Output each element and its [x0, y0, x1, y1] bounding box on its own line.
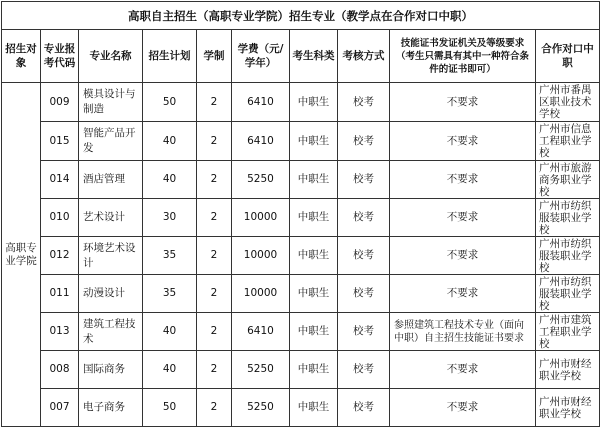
fee-cell: 5250: [232, 161, 290, 199]
table-row: [2, 275, 600, 313]
plan-cell: 40: [143, 161, 197, 199]
fee-cell: 6410: [232, 83, 290, 122]
years-cell: 2: [197, 122, 232, 161]
subject-cell: 中职生: [290, 83, 338, 122]
subject-cell: 中职生: [290, 351, 338, 389]
header-subject: 考生科类: [290, 30, 338, 83]
requirement-cell: 不要求: [390, 161, 536, 199]
code-cell: 014: [41, 161, 79, 199]
exam-cell: 校考: [338, 122, 390, 161]
years-cell: 2: [197, 313, 232, 351]
subject-cell: 中职生: [290, 389, 338, 427]
major-name-cell: 环境艺术设计: [79, 237, 143, 275]
code-cell: 008: [41, 351, 79, 389]
header-code: 专业报考代码: [41, 30, 79, 83]
plan-cell: 40: [143, 313, 197, 351]
fee-cell: 10000: [232, 199, 290, 237]
partner-school-cell: 广州市纺织服装职业学校: [536, 199, 600, 237]
partner-school-cell: 广州市信息工程职业学校: [536, 122, 600, 161]
target-cell: 高职专业学院: [2, 83, 41, 427]
partner-school-cell: 广州市纺织服装职业学校: [536, 237, 600, 275]
admissions-sheet: [1, 1, 599, 431]
header-years: 学制: [197, 30, 232, 83]
plan-cell: 50: [143, 389, 197, 427]
table-row: [2, 313, 600, 351]
major-name-cell: 艺术设计: [79, 199, 143, 237]
plan-cell: 30: [143, 199, 197, 237]
table-row: [2, 122, 600, 161]
fee-cell: 6410: [232, 122, 290, 161]
table-row: [2, 389, 600, 427]
table-row: [2, 351, 600, 389]
plan-cell: 40: [143, 351, 197, 389]
header-partner: 合作对口中职: [536, 30, 600, 83]
exam-cell: 校考: [338, 237, 390, 275]
fee-cell: 10000: [232, 275, 290, 313]
table-row: [2, 199, 600, 237]
header-name: 专业名称: [79, 30, 143, 83]
fee-cell: 6410: [232, 313, 290, 351]
requirement-cell: 不要求: [390, 237, 536, 275]
requirement-cell: 不要求: [390, 83, 536, 122]
exam-cell: 校考: [338, 351, 390, 389]
partner-school-cell: 广州市建筑工程职业学校: [536, 313, 600, 351]
plan-cell: 35: [143, 275, 197, 313]
table-row: [2, 83, 600, 122]
years-cell: 2: [197, 161, 232, 199]
header-cert-req-text: 技能证书发证机关及等级要求: [400, 37, 525, 49]
requirement-cell: 不要求: [390, 389, 536, 427]
years-cell: 2: [197, 83, 232, 122]
major-name-cell: 智能产品开发: [79, 122, 143, 161]
years-cell: 2: [197, 389, 232, 427]
years-cell: 2: [197, 199, 232, 237]
admissions-table: [1, 1, 600, 427]
table-row: [2, 161, 600, 199]
exam-cell: 校考: [338, 275, 390, 313]
subject-cell: 中职生: [290, 122, 338, 161]
years-cell: 2: [197, 237, 232, 275]
exam-cell: 校考: [338, 389, 390, 427]
header-row: [2, 30, 600, 83]
fee-cell: 5250: [232, 389, 290, 427]
subject-cell: 中职生: [290, 275, 338, 313]
code-cell: 013: [41, 313, 79, 351]
header-plan: 招生计划: [143, 30, 197, 83]
header-fee: 学费（元/学年）: [232, 30, 290, 83]
table-title: 高职自主招生（高职专业学院）招生专业（教学点在合作对口中职）: [2, 2, 600, 30]
requirement-cell: 不要求: [390, 122, 536, 161]
header-cert-requirement: [390, 30, 536, 83]
header-cert-note-text: （考生只需具有其中一种符合条件的证书即可）: [395, 50, 529, 75]
exam-cell: 校考: [338, 199, 390, 237]
code-cell: 010: [41, 199, 79, 237]
plan-cell: 35: [143, 237, 197, 275]
exam-cell: 校考: [338, 313, 390, 351]
header-target: 招生对象: [2, 30, 41, 83]
plan-cell: 40: [143, 122, 197, 161]
requirement-cell: 不要求: [390, 199, 536, 237]
requirement-cell: 参照建筑工程技术专业（面向中职）自主招生技能证书要求: [390, 313, 536, 351]
partner-school-cell: 广州市旅游商务职业学校: [536, 161, 600, 199]
years-cell: 2: [197, 275, 232, 313]
major-name-cell: 建筑工程技术: [79, 313, 143, 351]
subject-cell: 中职生: [290, 237, 338, 275]
code-cell: 011: [41, 275, 79, 313]
partner-school-cell: 广州市财经职业学校: [536, 389, 600, 427]
exam-cell: 校考: [338, 83, 390, 122]
code-cell: 007: [41, 389, 79, 427]
major-name-cell: 电子商务: [79, 389, 143, 427]
code-cell: 012: [41, 237, 79, 275]
subject-cell: 中职生: [290, 313, 338, 351]
exam-cell: 校考: [338, 161, 390, 199]
fee-cell: 10000: [232, 237, 290, 275]
partner-school-cell: 广州市财经职业学校: [536, 351, 600, 389]
code-cell: 015: [41, 122, 79, 161]
requirement-cell: 不要求: [390, 275, 536, 313]
partner-school-cell: 广州市纺织服装职业学校: [536, 275, 600, 313]
years-cell: 2: [197, 351, 232, 389]
subject-cell: 中职生: [290, 161, 338, 199]
plan-cell: 50: [143, 83, 197, 122]
fee-cell: 5250: [232, 351, 290, 389]
major-name-cell: 动漫设计: [79, 275, 143, 313]
major-name-cell: 酒店管理: [79, 161, 143, 199]
header-exam: 考核方式: [338, 30, 390, 83]
table-row: [2, 237, 600, 275]
subject-cell: 中职生: [290, 199, 338, 237]
partner-school-cell: 广州市番禺区职业技术学校: [536, 83, 600, 122]
requirement-cell: 不要求: [390, 351, 536, 389]
major-name-cell: 国际商务: [79, 351, 143, 389]
major-name-cell: 模具设计与制造: [79, 83, 143, 122]
code-cell: 009: [41, 83, 79, 122]
